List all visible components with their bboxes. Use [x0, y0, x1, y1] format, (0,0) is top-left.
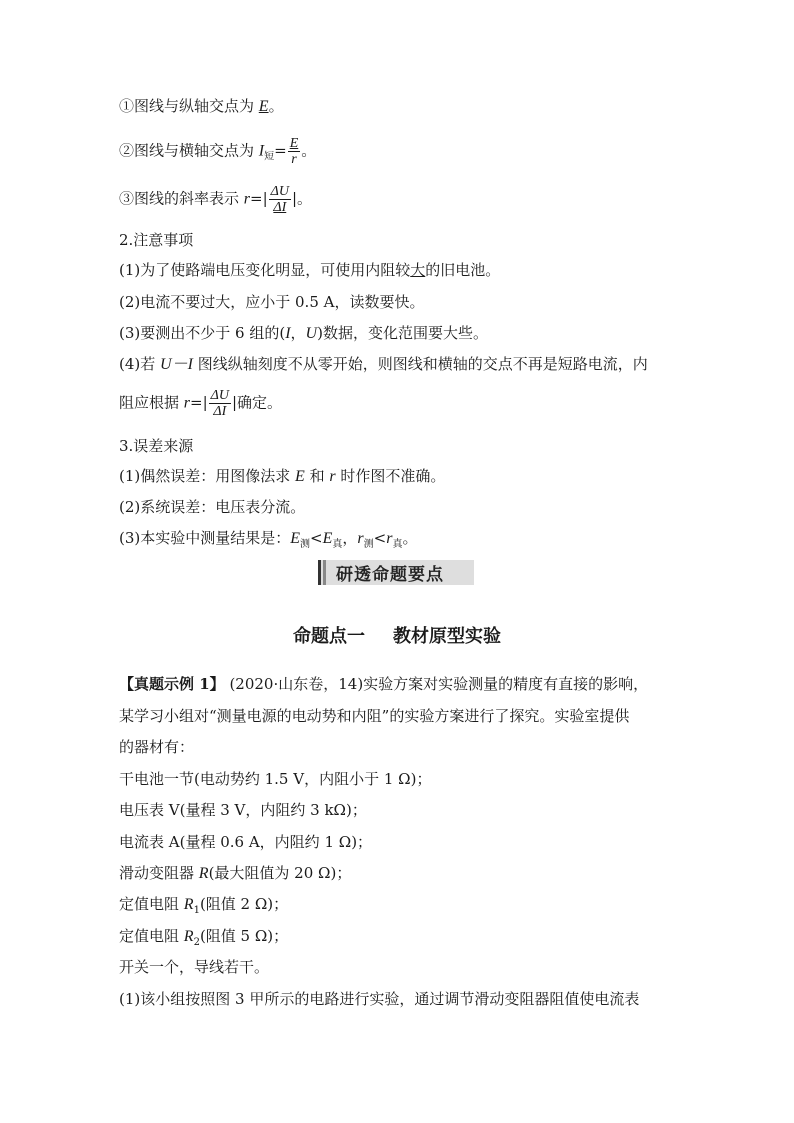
material-2: 电压表 V(量程 3 V，内阻约 3 kΩ)； — [119, 801, 367, 819]
example-line-3: 的器材有： — [119, 738, 195, 756]
material-6: 定值电阻 $R_2$(阻值 5 Ω)； — [119, 927, 289, 948]
banner-bar-icon — [318, 560, 321, 585]
formula-note-1: ①图线与纵轴交点为 E。 — [119, 97, 284, 115]
precautions-title: 2.注意事项 — [119, 231, 194, 249]
var-E: E — [258, 98, 269, 115]
fraction-dU-over-dI-2: $\frac{\Delta U}{\Delta I}$ — [210, 388, 229, 419]
precaution-1: (1)为了使路端电压变化明显，可使用内阻较大的旧电池。 — [119, 261, 501, 279]
material-3: 电流表 A(量程 0.6 A，内阻约 1 Ω)； — [119, 833, 373, 851]
material-4: 滑动变阻器 R(最大阻值为 20 Ω)； — [119, 864, 352, 882]
error-3: (3)本实验中测量结果是：$E_测<E_真$，$r_测<r_真$。 — [119, 529, 418, 550]
precaution-4: (4)若 U－I 图线纵轴刻度不从零开始，则图线和横轴的交点不再是短路电流，内 — [119, 355, 648, 373]
precaution-3: (3)要测出不少于 6 组的(I，U)数据，变化范围要大些。 — [119, 324, 488, 342]
material-7: 开关一个，导线若干。 — [119, 958, 270, 976]
example-tag: 【真题示例 1】 — [119, 675, 225, 693]
section-heading: 命题点一 教材原型实验 — [293, 626, 501, 647]
error-1: (1)偶然误差：用图像法求 E 和 r 时作图不准确。 — [119, 467, 446, 485]
material-5: 定值电阻 $R_1$(阻值 2 Ω)； — [119, 895, 289, 916]
precaution-4-cont: 阻应根据 r=| $\frac{\Delta U}{\Delta I}$ |确定。 — [119, 388, 283, 419]
fraction-dU-over-dI: $\frac{\Delta U}{\Delta I}$ — [270, 184, 289, 215]
formula-note-3: ③图线的斜率表示 r=| $\frac{\Delta U}{\Delta I}$ |。 — [119, 184, 313, 215]
precaution-2: (2)电流不要过大，应小于 0.5 A，读数要快。 — [119, 293, 425, 311]
fraction-E-over-r: $\frac{E}{r}$ — [289, 136, 299, 167]
banner-bar-icon — [323, 560, 326, 585]
errors-title: 3.误差来源 — [119, 437, 194, 455]
question-1: (1)该小组按照图 3 甲所示的电路进行实验，通过调节滑动变阻器阻值使电流表 — [119, 990, 640, 1008]
example-line-2: 某学习小组对“测量电源的电动势和内阻”的实验方案进行了探究。实验室提供 — [119, 707, 630, 725]
section-banner — [318, 560, 474, 585]
material-1: 干电池一节(电动势约 1.5 V，内阻小于 1 Ω)； — [119, 770, 432, 788]
formula-note-2: ②图线与横轴交点为 $I_短=$ $\frac{E}{r}$ 。 — [119, 136, 317, 167]
banner-text: 研透命题要点 — [336, 565, 444, 585]
example-line-1: 【真题示例 1】 (2020·山东卷，14)实验方案对实验测量的精度有直接的影响， — [119, 675, 649, 693]
error-2: (2)系统误差：电压表分流。 — [119, 498, 306, 516]
